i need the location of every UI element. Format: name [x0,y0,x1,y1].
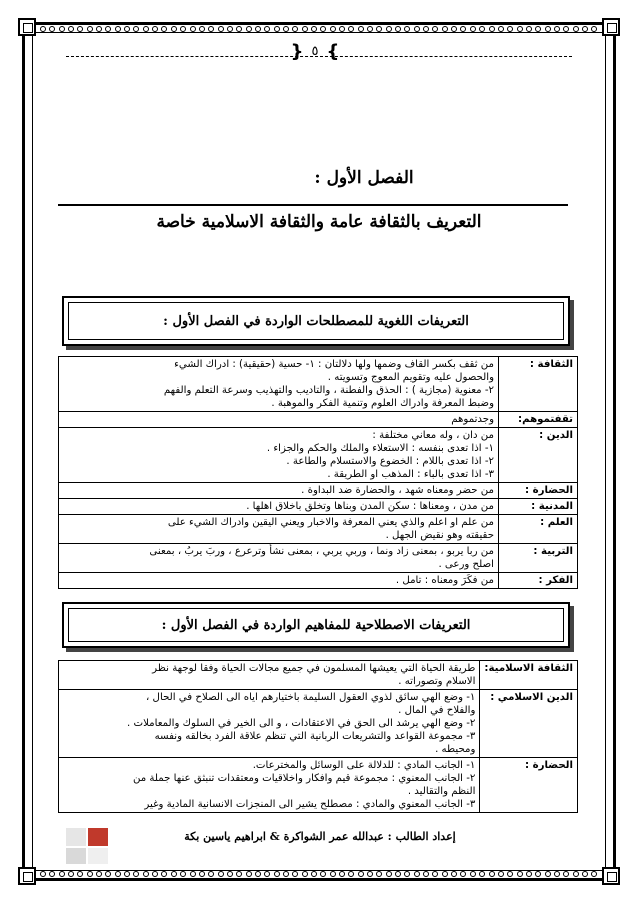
section2-title: التعريفات الاصطلاحية للمفاهيم الواردة في الفصل الأول : [68,608,564,642]
border-bead [339,871,345,877]
border-bead [274,871,280,877]
title-rule [58,204,568,206]
border-bead [367,26,373,32]
definition-row [59,428,578,483]
definition-row [59,758,578,813]
border-bead [320,871,326,877]
border-bead [264,871,270,877]
border-bead [171,26,177,32]
border-bead [470,871,476,877]
border-bead [414,871,420,877]
definition-row [59,544,578,573]
border-bead [442,26,448,32]
border-bead [59,871,65,877]
definition-row [59,483,578,499]
border-bead [479,26,485,32]
border-bead [348,26,354,32]
border-bead [171,871,177,877]
border-bead [517,871,523,877]
border-bead [489,26,495,32]
section1-title: التعريفات اللغوية للمصطلحات الواردة في الفصل الأول : [68,302,564,340]
border-bead [246,871,252,877]
border-bead [554,26,560,32]
section2-title-box [62,602,570,648]
border-bead [40,871,46,877]
bracket-right: } [326,40,340,62]
border-bead [49,871,55,877]
border-beads-bottom [40,871,598,877]
corner-ornament-bottom-left [18,867,36,885]
border-bead [208,871,214,877]
border-bead [582,26,588,32]
definition-text [59,544,499,573]
border-bead [358,871,364,877]
definition-line: حقيقته وهو نقيض الجهل . [385,530,494,541]
border-bead [470,26,476,32]
definition-term: الدين الاسلامي : [480,690,578,758]
border-bead [432,871,438,877]
border-bead [460,871,466,877]
definition-line: والحصول عليه وتقويم المعوج وتسويته . [327,372,494,383]
definition-line: من علم او اعلم والذي يعني المعرفة والاخبار ويعني اليقين وادراك الشيء على [167,517,494,528]
border-bead [77,26,83,32]
border-bead [358,26,364,32]
border-bead [143,871,149,877]
border-bead [264,26,270,32]
footer-author: إعداد الطالب : عبدالله عمر الشواكرة & ابراهيم ياسين بكة [184,830,456,843]
border-bead [507,871,513,877]
definition-line: الاسلام وتصوراته . [398,676,476,687]
bracket-left: { [290,40,304,62]
footer-decoration [66,828,110,864]
border-bead [526,871,532,877]
border-bead [395,871,401,877]
border-bead [283,871,289,877]
definition-line: ٢- معنوية (مجازية ) : الحذق والفطنة ، والتاديب والتهذيب وسرعة التعلم والفهم [163,385,494,396]
border-bead [152,871,158,877]
definition-term: الحضارة : [499,483,578,499]
border-bead [77,871,83,877]
border-bead [246,26,252,32]
border-bead [59,26,65,32]
definition-term: الثقافة : [499,357,578,412]
definition-line: اصلح ورعى . [438,559,494,570]
border-bead [227,871,233,877]
definition-term: التربية : [499,544,578,573]
border-bead [498,871,504,877]
border-bead [292,26,298,32]
border-bead [236,26,242,32]
border-bead [87,26,93,32]
definition-line: ومحيطه . [435,744,476,755]
border-bead [554,871,560,877]
definition-term: العلم : [499,515,578,544]
definition-text [59,758,480,813]
border-bead [143,26,149,32]
border-bead [517,26,523,32]
section1-title-box [62,296,570,346]
border-bead [535,26,541,32]
border-bead [591,871,597,877]
border-bead [161,871,167,877]
border-bead [545,26,551,32]
definition-line: ١- اذا تعدى بنفسه : الاستعلاء والملك والحكم والجزاء . [266,443,494,454]
definition-row [59,690,578,758]
border-bead [68,26,74,32]
definition-term: الثقافة الاسلامية: [480,661,578,690]
definition-term: الدين : [499,428,578,483]
border-bead [96,871,102,877]
corner-ornament-top-right [602,18,620,36]
border-bead [218,871,224,877]
definition-row [59,573,578,589]
border-bead [451,871,457,877]
definition-text [59,483,499,499]
definition-row [59,515,578,544]
border-bead [180,26,186,32]
definition-line: وضبط المعرفة وادراك العلوم وتنمية الفكر والموهبة . [271,398,494,409]
border-bead [386,26,392,32]
border-bead [563,871,569,877]
border-bead [68,871,74,877]
border-bead [105,26,111,32]
border-bead [507,26,513,32]
definition-line: ٢- اذا تعدى باللام : الخضوع والاستسلام والطاعة . [286,456,494,467]
border-bead [563,26,569,32]
border-bead [115,871,121,877]
main-title: التعريف بالثقافة عامة والثقافة الاسلامية خاصة [156,212,482,232]
border-bead [442,871,448,877]
page-number-value: ٥ [311,43,319,59]
border-bead [573,26,579,32]
border-bead [302,871,308,877]
definition-line: طريقة الحياة التي يعيشها المسلمون في جميع مجالات الحياة وفقا لوجهة نظر [152,663,476,674]
definition-line: النظم والتقاليد . [407,786,476,797]
border-bead [292,871,298,877]
border-bead [115,26,121,32]
definition-text [59,515,499,544]
definition-line: من حضر ومعناه شهد ، والحضارة ضد البداوة . [301,485,494,496]
border-bead [320,26,326,32]
definition-line: من ثقف بكسر القاف وضمها ولها دلالتان : ١- حسية (حقيقية) : ادراك الشيء [174,359,494,370]
corner-ornament-bottom-right [602,867,620,885]
border-bead [302,26,308,32]
border-bead [190,26,196,32]
definition-line: ١- الجانب المادي : للدلالة على الوسائل والمخترعات. [252,760,476,771]
border-bead [49,26,55,32]
border-bead [545,871,551,877]
border-bead [451,26,457,32]
border-bead [124,26,130,32]
border-bead [395,26,401,32]
definition-term: المدنية : [499,499,578,515]
border-bead [199,26,205,32]
border-bead [386,871,392,877]
border-bead [479,871,485,877]
definition-text [59,428,499,483]
border-bead [404,26,410,32]
border-bead [460,26,466,32]
definition-text [59,357,499,412]
corner-ornament-top-left [18,18,36,36]
definition-row [59,661,578,690]
border-bead [236,871,242,877]
border-bead [311,871,317,877]
definition-term: تقفتموهم: [499,412,578,428]
definition-line: ٢- وضع الهي يرشد الى الحق في الاعتقادات ، و الى الخير في السلوك والمعاملات . [127,718,476,729]
border-bead [348,871,354,877]
border-beads-top [40,26,598,32]
definition-text [59,690,480,758]
border-bead [124,871,130,877]
border-bead [180,871,186,877]
border-bead [376,871,382,877]
definition-line: وجدتموهم [451,414,494,425]
chapter-title: الفصل الأول : [314,168,414,188]
border-bead [105,871,111,877]
definition-term: الحضارة : [480,758,578,813]
border-bead [489,871,495,877]
border-bead [582,871,588,877]
border-bead [87,871,93,877]
border-bead [311,26,317,32]
lexical-definitions-table [58,356,578,589]
definition-line: ٢- الجانب المعنوي : مجموعة قيم وافكار واخلاقيات ومعتقدات تنبثق عنها جملة من [132,773,476,784]
definition-line: ٣- اذا تعدى بالباء : المذهب او الطريقة . [327,469,494,480]
border-bead [573,871,579,877]
border-bead [255,871,261,877]
border-bead [208,26,214,32]
definition-line: والفلاح في المال . [398,705,476,716]
definition-line: ٣- مجموعة القواعد والتشريعات الربانية التي تنظم علاقة الفرد بخالقه ونفسه [154,731,476,742]
border-bead [199,871,205,877]
definition-line: من مدن ، ومعناها : سكن المدن وبناها وتخلق باخلاق اهلها . [246,501,494,512]
border-bead [591,26,597,32]
border-bead [498,26,504,32]
border-bead [218,26,224,32]
border-bead [133,26,139,32]
terminological-definitions-table [58,660,578,813]
border-bead [190,871,196,877]
definition-line: ١- وضع الهي سائق لذوي العقول السليمة باختيارهم اياه الى الصلاح في الحال ، [146,692,476,703]
border-bead [255,26,261,32]
border-bead [330,871,336,877]
definition-line: ٣- الجانب المعنوي والمادي : مصطلح يشير الى المنجزات الانسانية المادية وغير [144,799,476,810]
border-bead [330,26,336,32]
definition-line: من دان ، وله معاني مختلفة : [372,430,494,441]
definition-text [59,412,499,428]
border-bead [423,871,429,877]
border-bead [227,26,233,32]
border-bead [40,26,46,32]
border-bead [96,26,102,32]
border-bead [274,26,280,32]
definition-line: من ربا يربو ، بمعنى زاد ونما ، وربي يربي ، بمعنى نشأ وترعرع ، وربَ يربُ ، بمعنى [149,546,494,557]
border-bead [423,26,429,32]
definition-row [59,499,578,515]
border-bead [367,871,373,877]
definition-text [59,499,499,515]
border-bead [283,26,289,32]
definition-text [59,661,480,690]
border-bead [133,871,139,877]
border-bead [161,26,167,32]
border-bead [404,871,410,877]
definition-line: من فكَرَ ومعناه : تامل . [395,575,494,586]
definition-row [59,357,578,412]
border-bead [376,26,382,32]
border-bead [414,26,420,32]
border-bead [526,26,532,32]
border-bead [432,26,438,32]
definition-text [59,573,499,589]
definition-row [59,412,578,428]
border-bead [535,871,541,877]
border-bead [152,26,158,32]
border-bead [339,26,345,32]
definition-term: الفكر : [499,573,578,589]
page-number [285,40,345,62]
